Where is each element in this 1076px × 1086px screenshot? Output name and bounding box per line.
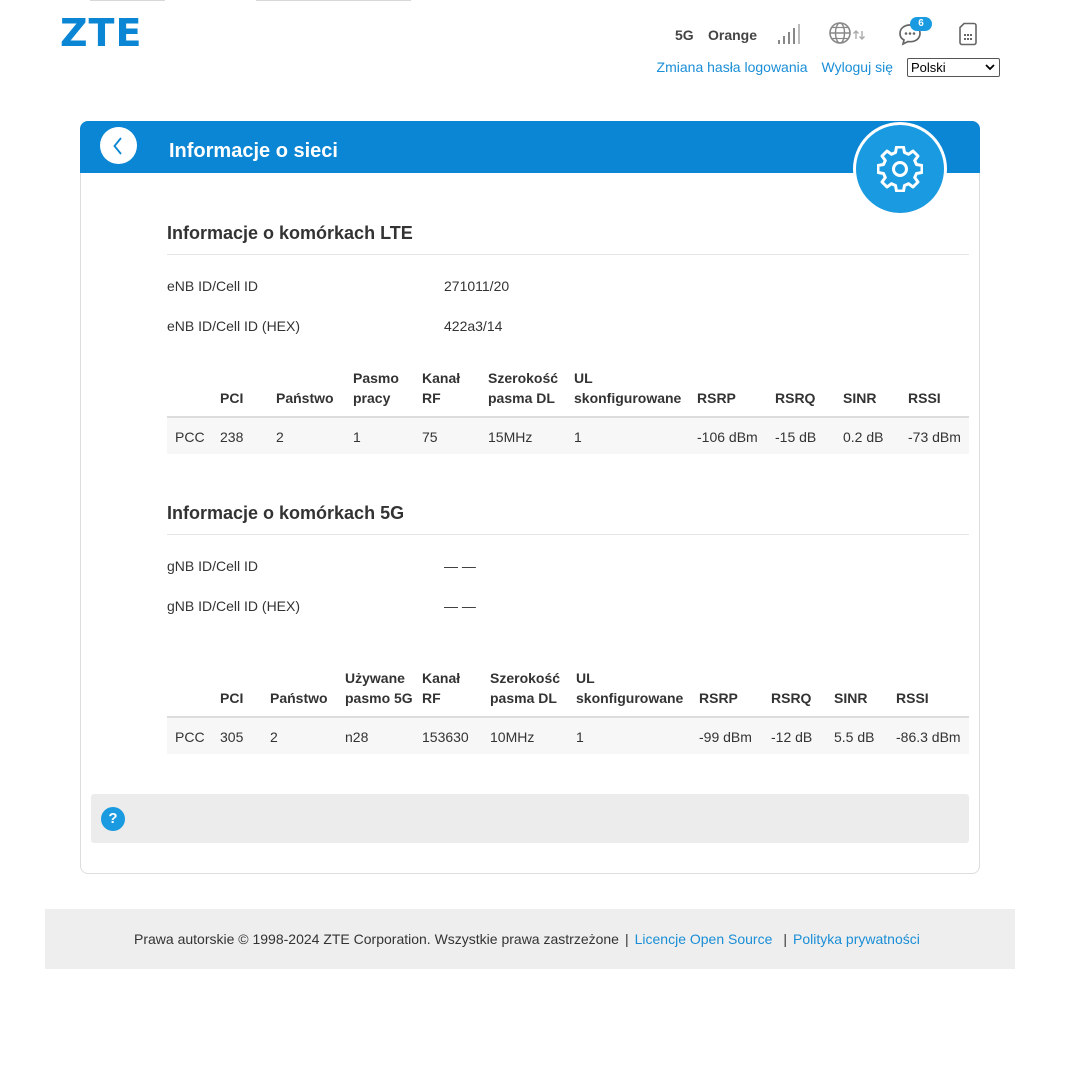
column-header-rssi: RSSI [908, 390, 941, 406]
lte-section-divider [167, 254, 969, 255]
cell-band: n28 [345, 729, 369, 745]
column-header-country: Państwo [270, 690, 328, 706]
column-header-dl-bandwidth: Szerokość pasma DL [488, 370, 559, 406]
enb-cell-id-value: 271011/20 [444, 278, 510, 294]
footer-separator: | [624, 931, 629, 947]
cell-country: 2 [276, 429, 284, 445]
column-header-rf-channel: Kanał RF [422, 370, 461, 406]
column-header-rf-channel: Kanał RF [422, 670, 461, 706]
lte-table-header [167, 362, 969, 408]
cell-ul-configured: 1 [576, 729, 584, 745]
message-count-badge: 6 [910, 17, 932, 31]
settings-badge [853, 122, 947, 216]
card-header [80, 121, 980, 173]
cell-country: 2 [270, 729, 278, 745]
column-header-ul-configured: UL skonfigurowane [574, 370, 682, 406]
nr-section-divider [167, 534, 969, 535]
lte-table-row [167, 418, 969, 454]
cell-rsrp: -99 dBm [699, 729, 752, 745]
enb-cell-id-hex-label: eNB ID/Cell ID (HEX) [167, 318, 301, 334]
help-bar [91, 794, 969, 843]
cell-rssi: -73 dBm [908, 429, 961, 445]
column-header-ul-configured: UL skonfigurowane [576, 670, 684, 706]
signal-strength-icon [777, 23, 803, 45]
column-header-rsrp: RSRP [699, 690, 738, 706]
cell-pci: 238 [220, 429, 244, 445]
column-header-sinr: SINR [843, 390, 877, 406]
cell-dl-bandwidth: 15MHz [488, 429, 533, 445]
language-select[interactable] [907, 58, 1000, 77]
privacy-policy-link[interactable]: Polityka prywatności [793, 931, 920, 947]
cell-rsrp: -106 dBm [697, 429, 758, 445]
column-header-rssi: RSSI [896, 690, 929, 706]
gnb-cell-id-value: — — [444, 558, 476, 574]
footer-separator: | [783, 931, 788, 947]
gnb-cell-id-label: gNB ID/Cell ID [167, 558, 259, 574]
top-tab-rule-right [256, 0, 411, 1]
column-header-dl-bandwidth: Szerokość pasma DL [490, 670, 561, 706]
cell-ul-configured: 1 [574, 429, 582, 445]
column-header-rsrp: RSRP [697, 390, 736, 406]
logout-link[interactable]: Wyloguj się [821, 59, 893, 75]
chevron-down-icon [985, 63, 995, 71]
column-header-pci: PCI [220, 690, 244, 706]
network-type: 5G [675, 27, 694, 43]
network-info-card [80, 121, 980, 874]
cell-cell-type: PCC [175, 729, 205, 745]
change-password-link[interactable]: Zmiana hasła logowania [656, 59, 808, 75]
column-header-country: Państwo [276, 390, 334, 406]
back-button[interactable] [100, 127, 137, 164]
language-selected-value: Polski [911, 59, 946, 75]
copyright-text: Prawa autorskie © 1998-2024 ZTE Corporation. Wszystkie prawa zastrzeżone [134, 931, 619, 947]
page-title: Informacje o sieci [169, 140, 338, 162]
column-header-rsrq: RSRQ [775, 390, 816, 406]
enb-cell-id-label: eNB ID/Cell ID [167, 278, 259, 294]
column-header-sinr: SINR [834, 690, 868, 706]
cell-rsrq: -12 dB [771, 729, 813, 745]
help-icon[interactable]: ? [101, 807, 125, 831]
gnb-cell-id-hex-label: gNB ID/Cell ID (HEX) [167, 598, 301, 614]
footer [45, 909, 1015, 969]
sim-card-icon [958, 22, 978, 46]
cell-rf-channel: 153630 [422, 729, 469, 745]
gnb-cell-id-hex-value: — — [444, 598, 476, 614]
cell-rsrq: -15 dB [775, 429, 817, 445]
chevron-left-icon [112, 136, 124, 156]
column-header-rsrq: RSRQ [771, 690, 812, 706]
cell-pci: 305 [220, 729, 244, 745]
footer-text [134, 931, 920, 947]
top-tab-rule-left [90, 0, 165, 1]
nr-table-row [167, 718, 969, 754]
lte-section-title: Informacje o komórkach LTE [167, 223, 413, 243]
nr-section-title: Informacje o komórkach 5G [167, 503, 405, 523]
column-header-band: Pasmo pracy [353, 370, 399, 406]
enb-cell-id-hex-value: 422a3/14 [444, 318, 503, 334]
open-source-link[interactable]: Licencje Open Source [634, 931, 773, 947]
globe-data-icon[interactable] [828, 21, 870, 47]
cell-sinr: 5.5 dB [834, 729, 875, 745]
status-bar [660, 18, 1000, 50]
cell-sinr: 0.2 dB [843, 429, 884, 445]
operator-name: Orange [708, 27, 758, 43]
zte-logo[interactable]: ZTE [60, 11, 143, 55]
header-links [657, 58, 1000, 76]
gear-icon [877, 146, 923, 192]
cell-cell-type: PCC [175, 429, 205, 445]
cell-band: 1 [353, 429, 361, 445]
column-header-pci: PCI [220, 390, 244, 406]
nr-table-header [167, 642, 969, 708]
cell-dl-bandwidth: 10MHz [490, 729, 535, 745]
cell-rf-channel: 75 [422, 429, 438, 445]
cell-rssi: -86.3 dBm [896, 729, 961, 745]
column-header-band: Używane pasmo 5G [345, 670, 413, 706]
